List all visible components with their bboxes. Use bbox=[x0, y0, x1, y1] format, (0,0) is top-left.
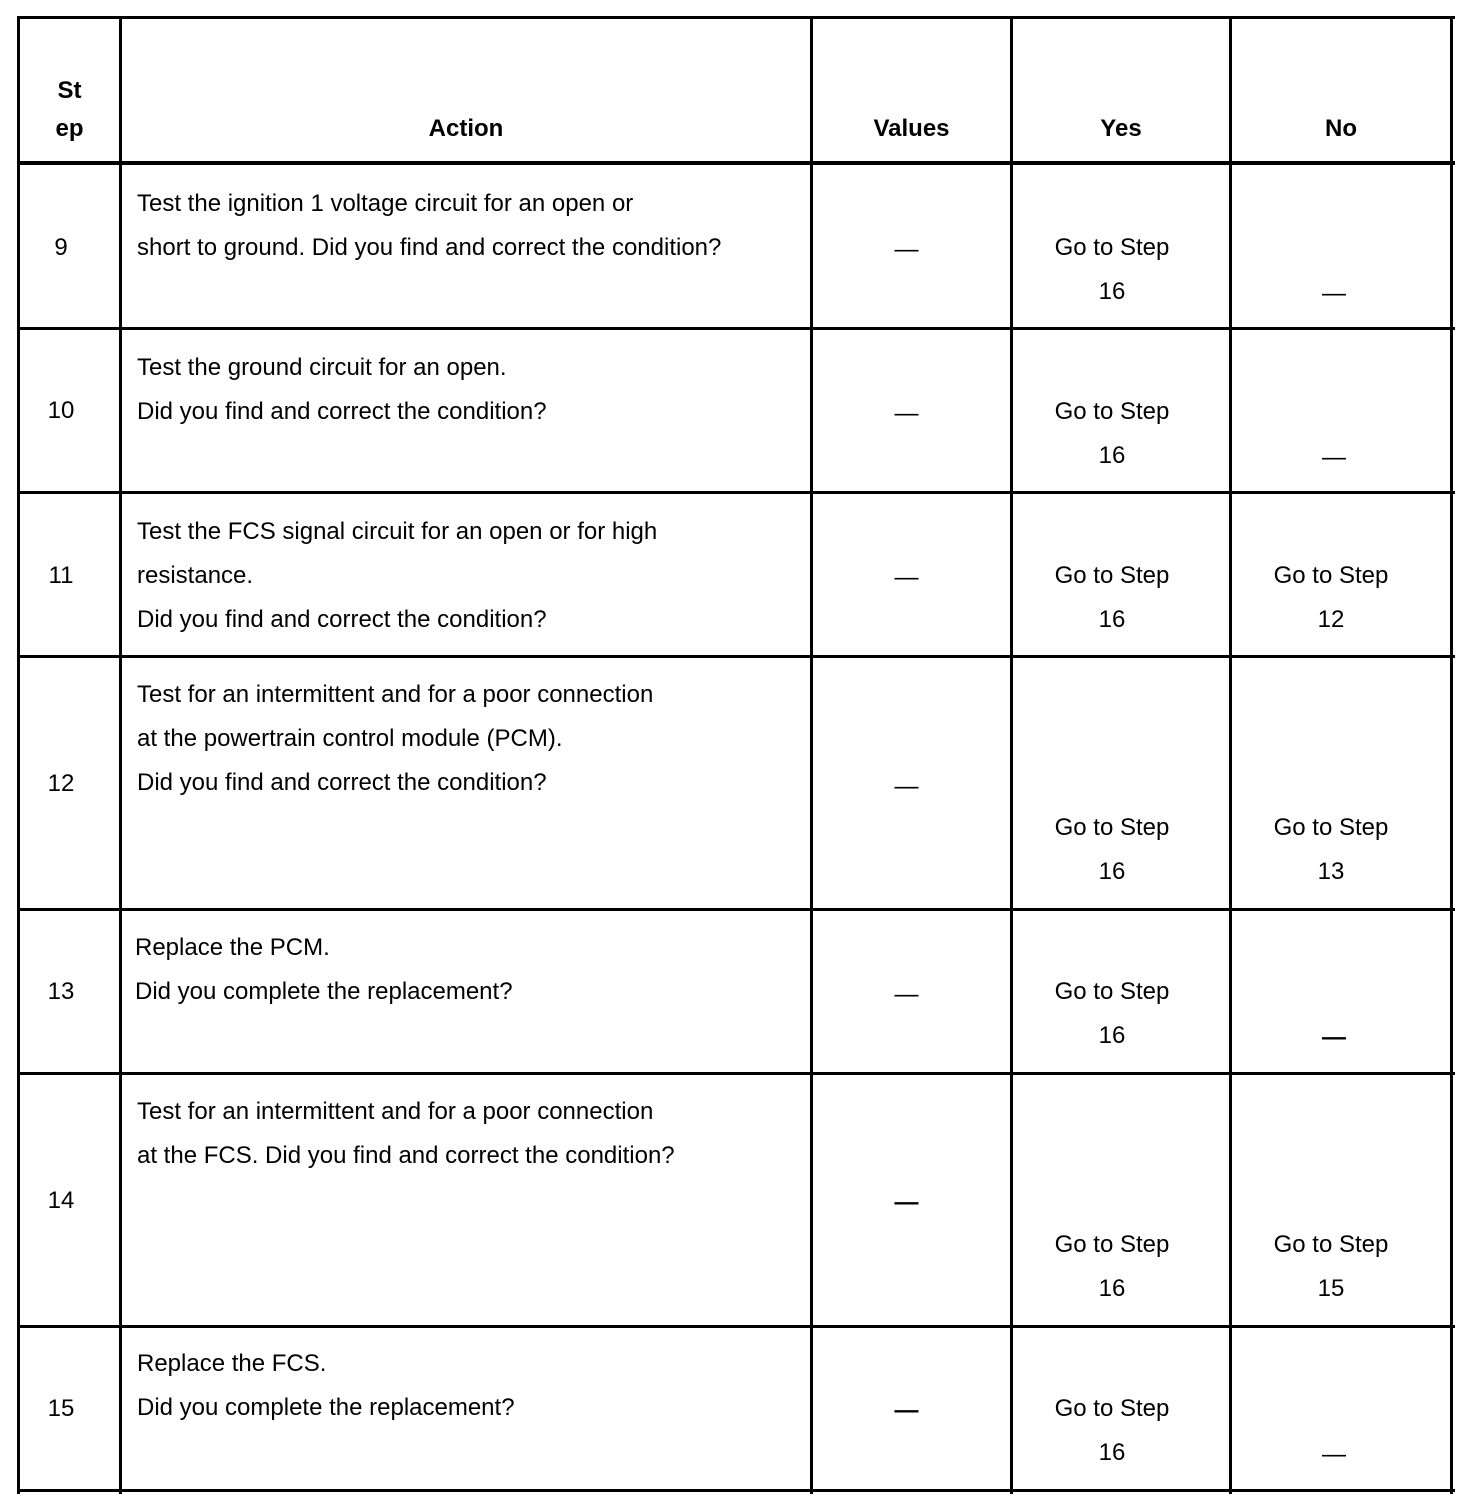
action-text bbox=[137, 673, 653, 805]
yes-link[interactable] bbox=[1013, 554, 1211, 642]
action-text bbox=[137, 510, 657, 642]
values-dash: — bbox=[894, 981, 919, 1008]
yes-link[interactable] bbox=[1013, 970, 1211, 1058]
yes-link[interactable] bbox=[1013, 226, 1211, 314]
no-link-step: 13 bbox=[1317, 858, 1345, 885]
yes-link[interactable] bbox=[1013, 1387, 1211, 1475]
no-dash: — bbox=[1322, 1024, 1346, 1051]
header-no: No bbox=[1325, 115, 1357, 142]
action-line: Did you find and correct the condition? bbox=[137, 606, 547, 633]
values-dash: — bbox=[894, 773, 919, 800]
yes-link-step: 16 bbox=[1098, 1022, 1126, 1049]
action-line: Did you complete the replacement? bbox=[135, 978, 513, 1005]
no-link-label: Go to Step bbox=[1273, 814, 1389, 841]
table-border-right bbox=[1450, 16, 1453, 1494]
row-divider bbox=[17, 327, 1455, 330]
action-line: Replace the PCM. bbox=[135, 934, 330, 961]
action-line: short to ground. Did you find and correct the condition? bbox=[137, 234, 722, 261]
step-number: 15 bbox=[47, 1395, 75, 1422]
row-divider bbox=[17, 1072, 1455, 1075]
yes-link[interactable] bbox=[1013, 390, 1211, 478]
values-dash: — bbox=[894, 236, 919, 263]
action-line: at the powertrain control module (PCM). bbox=[137, 725, 563, 752]
action-text bbox=[137, 346, 547, 434]
step-number: 9 bbox=[54, 234, 68, 261]
yes-link[interactable] bbox=[1013, 806, 1211, 894]
step-number: 13 bbox=[47, 978, 75, 1005]
action-line: Replace the FCS. bbox=[137, 1350, 327, 1377]
action-line: Test the FCS signal circuit for an open or for high bbox=[137, 518, 658, 545]
step-number: 10 bbox=[47, 397, 75, 424]
row-divider bbox=[17, 1325, 1455, 1328]
yes-link-label: Go to Step bbox=[1054, 562, 1170, 589]
header-divider bbox=[17, 161, 1455, 165]
values-dash: — bbox=[894, 1189, 919, 1216]
yes-link-step: 16 bbox=[1098, 858, 1126, 885]
action-text bbox=[137, 1090, 675, 1178]
values-dash: — bbox=[894, 564, 919, 591]
yes-link-step: 16 bbox=[1098, 278, 1126, 305]
yes-link-step: 16 bbox=[1098, 1275, 1126, 1302]
yes-link-label: Go to Step bbox=[1054, 978, 1170, 1005]
action-line: at the FCS. Did you find and correct the condition? bbox=[137, 1142, 675, 1169]
yes-link-label: Go to Step bbox=[1054, 398, 1170, 425]
table-border-bottom bbox=[17, 1489, 1455, 1492]
action-line: Did you complete the replacement? bbox=[137, 1394, 515, 1421]
header-values: Values bbox=[873, 115, 950, 142]
action-line: resistance. bbox=[137, 562, 254, 589]
header-step bbox=[20, 72, 119, 148]
header-step-line1: St bbox=[57, 77, 82, 104]
no-link[interactable] bbox=[1232, 1223, 1430, 1311]
no-link-step: 15 bbox=[1317, 1275, 1345, 1302]
step-number: 12 bbox=[47, 770, 75, 797]
yes-link-step: 16 bbox=[1098, 606, 1126, 633]
action-line: Did you find and correct the condition? bbox=[137, 398, 547, 425]
no-link[interactable] bbox=[1232, 806, 1430, 894]
action-text bbox=[137, 1342, 515, 1430]
yes-link-label: Go to Step bbox=[1054, 234, 1170, 261]
no-dash: — bbox=[1322, 444, 1346, 471]
action-line: Did you find and correct the condition? bbox=[137, 769, 547, 796]
no-dash: — bbox=[1322, 1441, 1346, 1468]
header-action: Action bbox=[428, 115, 504, 142]
values-dash: — bbox=[894, 1397, 919, 1424]
yes-link-step: 16 bbox=[1098, 442, 1126, 469]
header-yes: Yes bbox=[1100, 115, 1142, 142]
action-text bbox=[137, 182, 721, 270]
yes-link-label: Go to Step bbox=[1054, 1231, 1170, 1258]
action-line: Test the ignition 1 voltage circuit for an open or bbox=[137, 190, 634, 217]
header-step-line2: ep bbox=[55, 115, 84, 142]
no-link-label: Go to Step bbox=[1273, 1231, 1389, 1258]
action-line: Test for an intermittent and for a poor connection bbox=[137, 1098, 654, 1125]
no-dash: — bbox=[1322, 280, 1346, 307]
no-link-step: 12 bbox=[1317, 606, 1345, 633]
row-divider bbox=[17, 491, 1455, 494]
action-line: Test for an intermittent and for a poor connection bbox=[137, 681, 654, 708]
table-border-top bbox=[17, 16, 1455, 19]
yes-link-label: Go to Step bbox=[1054, 814, 1170, 841]
step-number: 11 bbox=[48, 562, 74, 589]
column-divider bbox=[119, 16, 122, 1494]
yes-link[interactable] bbox=[1013, 1223, 1211, 1311]
no-link-label: Go to Step bbox=[1273, 562, 1389, 589]
yes-link-label: Go to Step bbox=[1054, 1395, 1170, 1422]
action-text bbox=[135, 926, 513, 1014]
row-divider bbox=[17, 655, 1455, 658]
row-divider bbox=[17, 908, 1455, 911]
step-number: 14 bbox=[47, 1187, 75, 1214]
values-dash: — bbox=[894, 400, 919, 427]
yes-link-step: 16 bbox=[1098, 1439, 1126, 1466]
no-link[interactable] bbox=[1232, 554, 1430, 642]
action-line: Test the ground circuit for an open. bbox=[137, 354, 507, 381]
